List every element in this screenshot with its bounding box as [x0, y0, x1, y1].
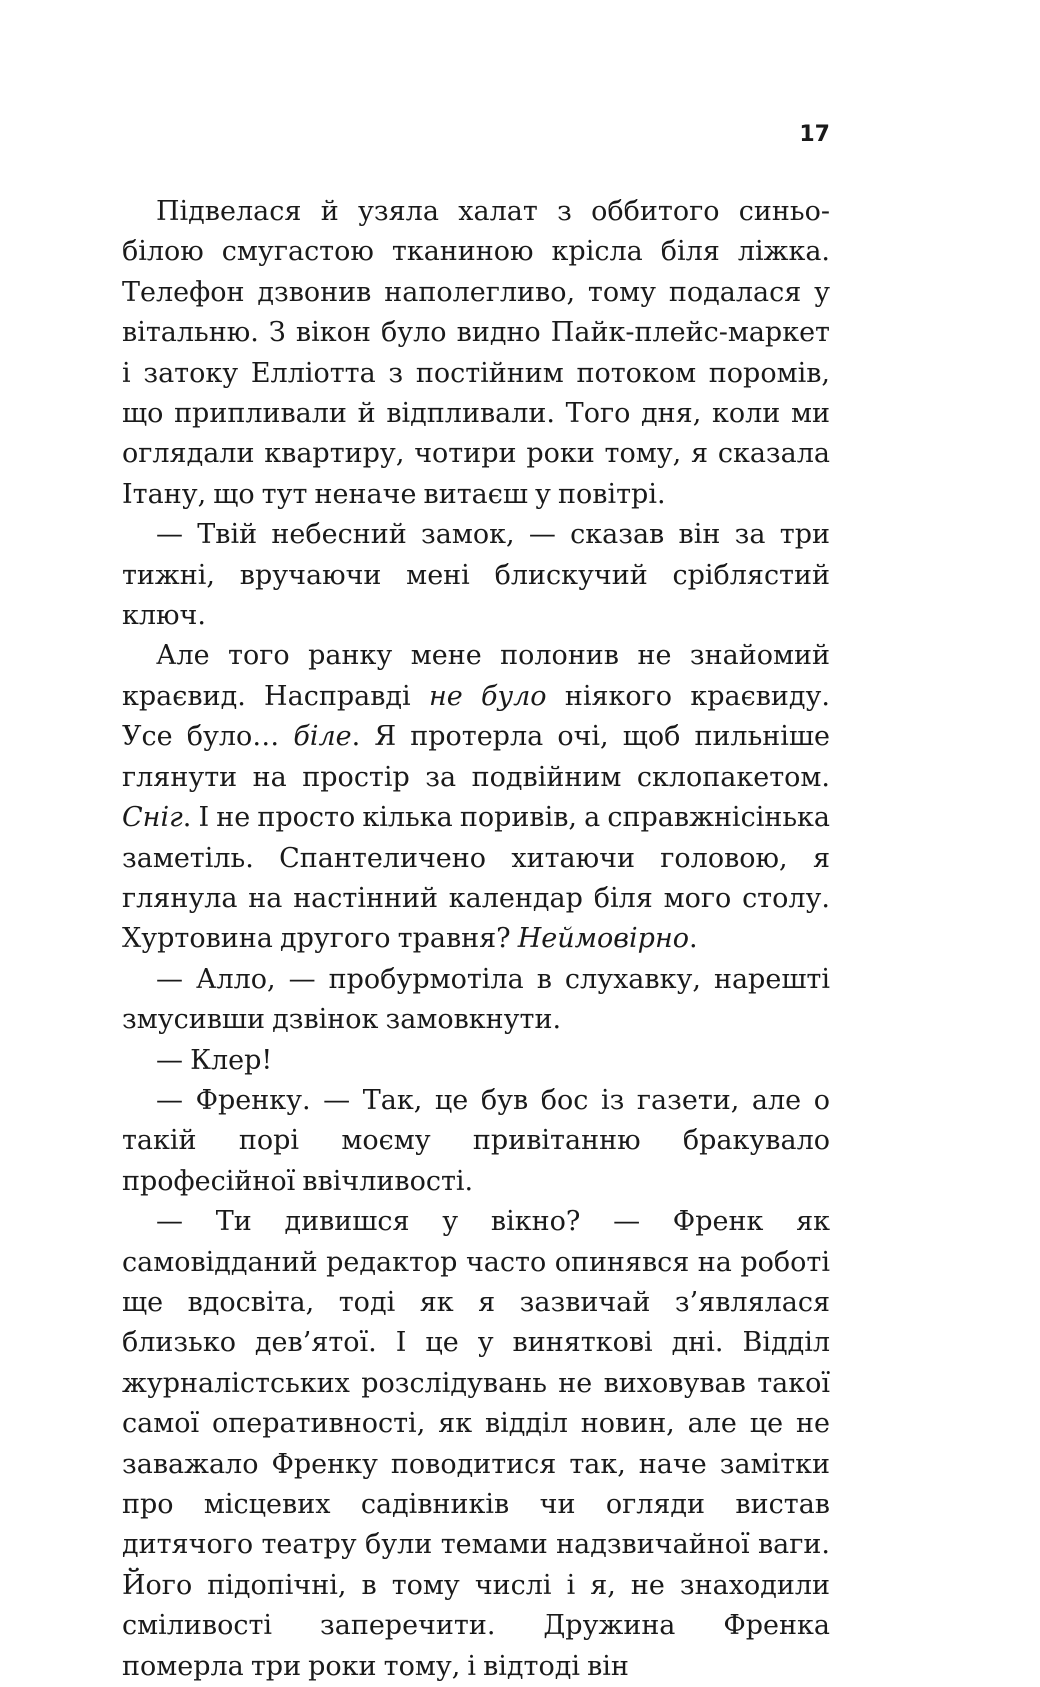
text-run: ніякого краєвиду. Усе було…: [122, 680, 830, 753]
page-number: 17: [799, 122, 830, 147]
book-text: [122, 192, 830, 1687]
text-run: Але того ранку мене полонив не знайомий краєвид. Насправді: [122, 640, 830, 712]
paragraph: [122, 1041, 830, 1081]
paragraph: [122, 192, 830, 515]
italic-text: Сніг: [122, 802, 183, 834]
italic-text: Неймовірно: [517, 923, 689, 955]
italic-text: біле: [293, 721, 352, 753]
paragraph: [122, 960, 830, 1041]
paragraph: [122, 636, 830, 959]
text-run: — Алло, — пробурмотіла в слухавку, нарешті змусивши дзвінок замовкнути.: [122, 963, 830, 1036]
italic-text: не було: [428, 680, 547, 712]
text-run: — Френку. — Так, це був бос із газети, але о такій порі моєму привітанню бракувало професійної ввічливості.: [122, 1084, 830, 1197]
text-run: .: [688, 923, 698, 955]
text-run: Підвелася й узяла халат з оббитого синьо-білою смугастою тканиною крісла біля ліжка. Телефон дзвонив наполегливо, тому подалася у вітальню. З вікон було видно Пайк-плейс-маркет і затоку Елліотта з постійним потоком поромів, що припливали й відпливали. Того дня, коли ми оглядали квартиру, чотири роки тому, я сказала Ітану, що тут неначе витаєш у повітрі.: [122, 196, 830, 510]
text-run: — Твій небесний замок, — сказав він за три тижні, вручаючи мені блискучий сріблястий ключ.: [122, 519, 830, 632]
text-run: . Я протерла очі, щоб пильніше глянути на простір за подвійним склопакетом.: [122, 721, 830, 793]
text-run: — Ти дивишся у вікно? — Френк як самовідданий редактор часто опинявся на роботі ще вдосвіта, тоді як я зазвичай з’являлася близько дев’ятої. І це у виняткові дні. Відділ журналістських розслідувань не виховував такої самої оперативності, як відділ новин, але це не заважало Френку поводитися так, наче замітки про місцевих садівників чи огляди вистав дитячого театру були темами надзвичайної ваги. Його підопічні, в тому числі і я, не знаходили сміливості заперечити. Дружина Френка померла три роки тому, і відтоді він: [122, 1206, 830, 1682]
text-run: — Клер!: [156, 1044, 273, 1076]
paragraph: [122, 1202, 830, 1687]
paragraph: [122, 515, 830, 636]
text-run: . І не просто кілька поривів, а справжнісінька заметіль. Спантеличено хитаючи головою, я глянула на настінний календар біля мого столу. Хуртовина другого травня?: [122, 802, 830, 955]
paragraph: [122, 1081, 830, 1202]
